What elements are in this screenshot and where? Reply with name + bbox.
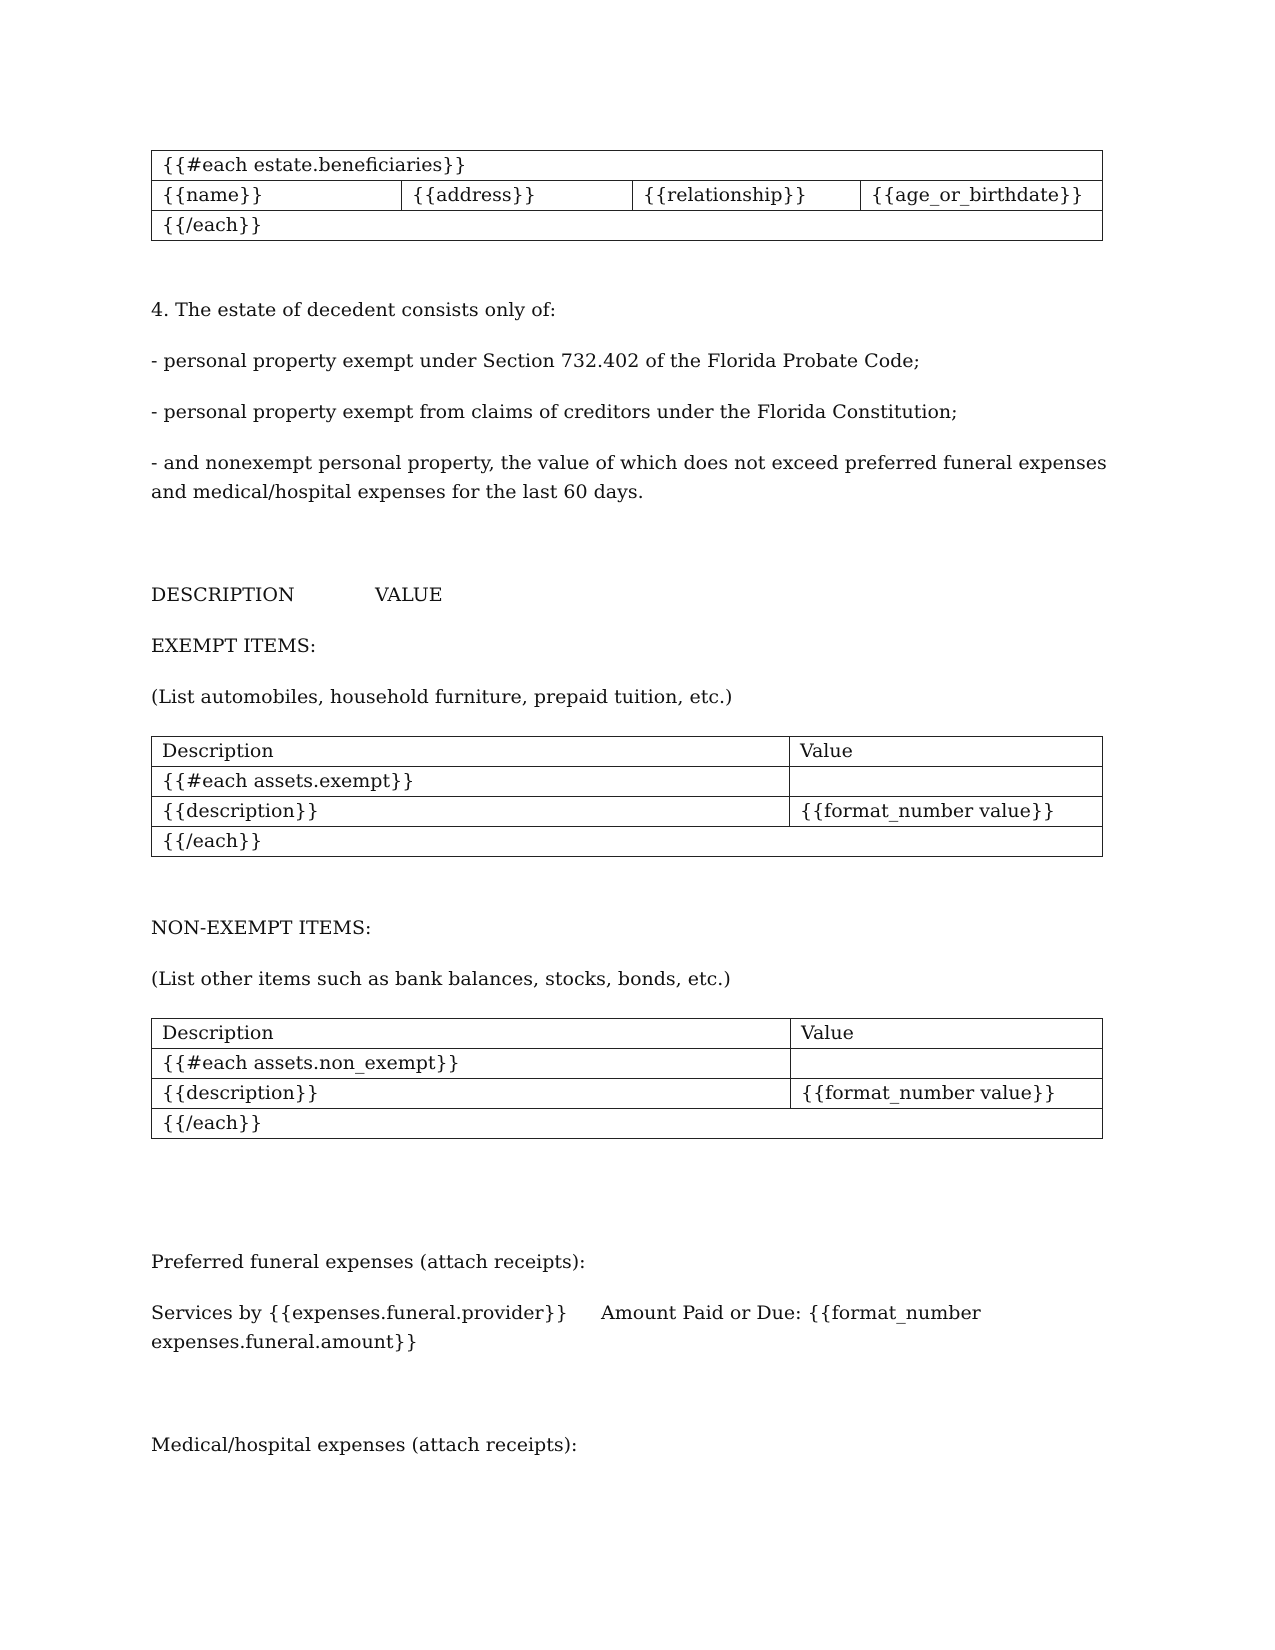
section-4-heading: 4. The estate of decedent consists only of:: [151, 299, 557, 321]
description-cell: {{description}}: [152, 1079, 791, 1109]
table-row: [152, 1049, 1103, 1079]
table-row: [152, 797, 1103, 827]
description-column-header: Description: [152, 1019, 791, 1049]
funeral-amount-continuation: expenses.funeral.amount}}: [151, 1331, 418, 1353]
relationship-cell: {{relationship}}: [633, 181, 861, 211]
exempt-items-table: [151, 736, 1103, 857]
section-4-item: - personal property exempt from claims of creditors under the Florida Constitution;: [151, 401, 958, 423]
non-exempt-items-hint: (List other items such as bank balances, stocks, bonds, etc.): [151, 968, 731, 990]
exempt-items-hint: (List automobiles, household furniture, prepaid tuition, etc.): [151, 686, 733, 708]
table-header-row: [152, 1019, 1103, 1049]
loop-start-cell: {{#each estate.beneficiaries}}: [152, 151, 1103, 181]
empty-cell: [790, 767, 1103, 797]
description-column-header: Description: [152, 737, 790, 767]
funeral-services-by: Services by {{expenses.funeral.provider}}: [151, 1302, 568, 1324]
loop-end-cell: {{/each}}: [152, 211, 1103, 241]
address-cell: {{address}}: [402, 181, 633, 211]
value-cell: {{format_number value}}: [791, 1079, 1103, 1109]
table-row: [152, 211, 1103, 241]
table-row: [152, 767, 1103, 797]
section-4-item: - personal property exempt under Section 732.402 of the Florida Probate Code;: [151, 350, 920, 372]
table-row: [152, 827, 1103, 857]
value-column-header: Value: [791, 1019, 1103, 1049]
non-exempt-items-table: [151, 1018, 1103, 1139]
name-cell: {{name}}: [152, 181, 402, 211]
value-header: VALUE: [375, 584, 443, 606]
loop-start-cell: {{#each assets.exempt}}: [152, 767, 790, 797]
loop-end-cell: {{/each}}: [152, 1109, 1103, 1139]
table-row: [152, 181, 1103, 211]
table-header-row: [152, 737, 1103, 767]
value-cell: {{format_number value}}: [790, 797, 1103, 827]
loop-end-cell: {{/each}}: [152, 827, 1103, 857]
section-4-item: - and nonexempt personal property, the value of which does not exceed preferred funeral expenses and medical/hospital expenses for the last 60 days.: [151, 452, 1107, 503]
description-header: DESCRIPTION: [151, 584, 295, 606]
funeral-amount-label: Amount Paid or Due: {{format_number: [601, 1302, 981, 1324]
exempt-items-label: EXEMPT ITEMS:: [151, 635, 317, 657]
loop-start-cell: {{#each assets.non_exempt}}: [152, 1049, 791, 1079]
funeral-expenses-label: Preferred funeral expenses (attach receipts):: [151, 1251, 586, 1273]
non-exempt-items-label: NON-EXEMPT ITEMS:: [151, 917, 372, 939]
age-cell: {{age_or_birthdate}}: [861, 181, 1103, 211]
description-cell: {{description}}: [152, 797, 790, 827]
table-row: [152, 151, 1103, 181]
empty-cell: [791, 1049, 1103, 1079]
medical-expenses-label: Medical/hospital expenses (attach receipts):: [151, 1434, 578, 1456]
table-row: [152, 1109, 1103, 1139]
value-column-header: Value: [790, 737, 1103, 767]
beneficiaries-table: [151, 150, 1103, 241]
table-row: [152, 1079, 1103, 1109]
